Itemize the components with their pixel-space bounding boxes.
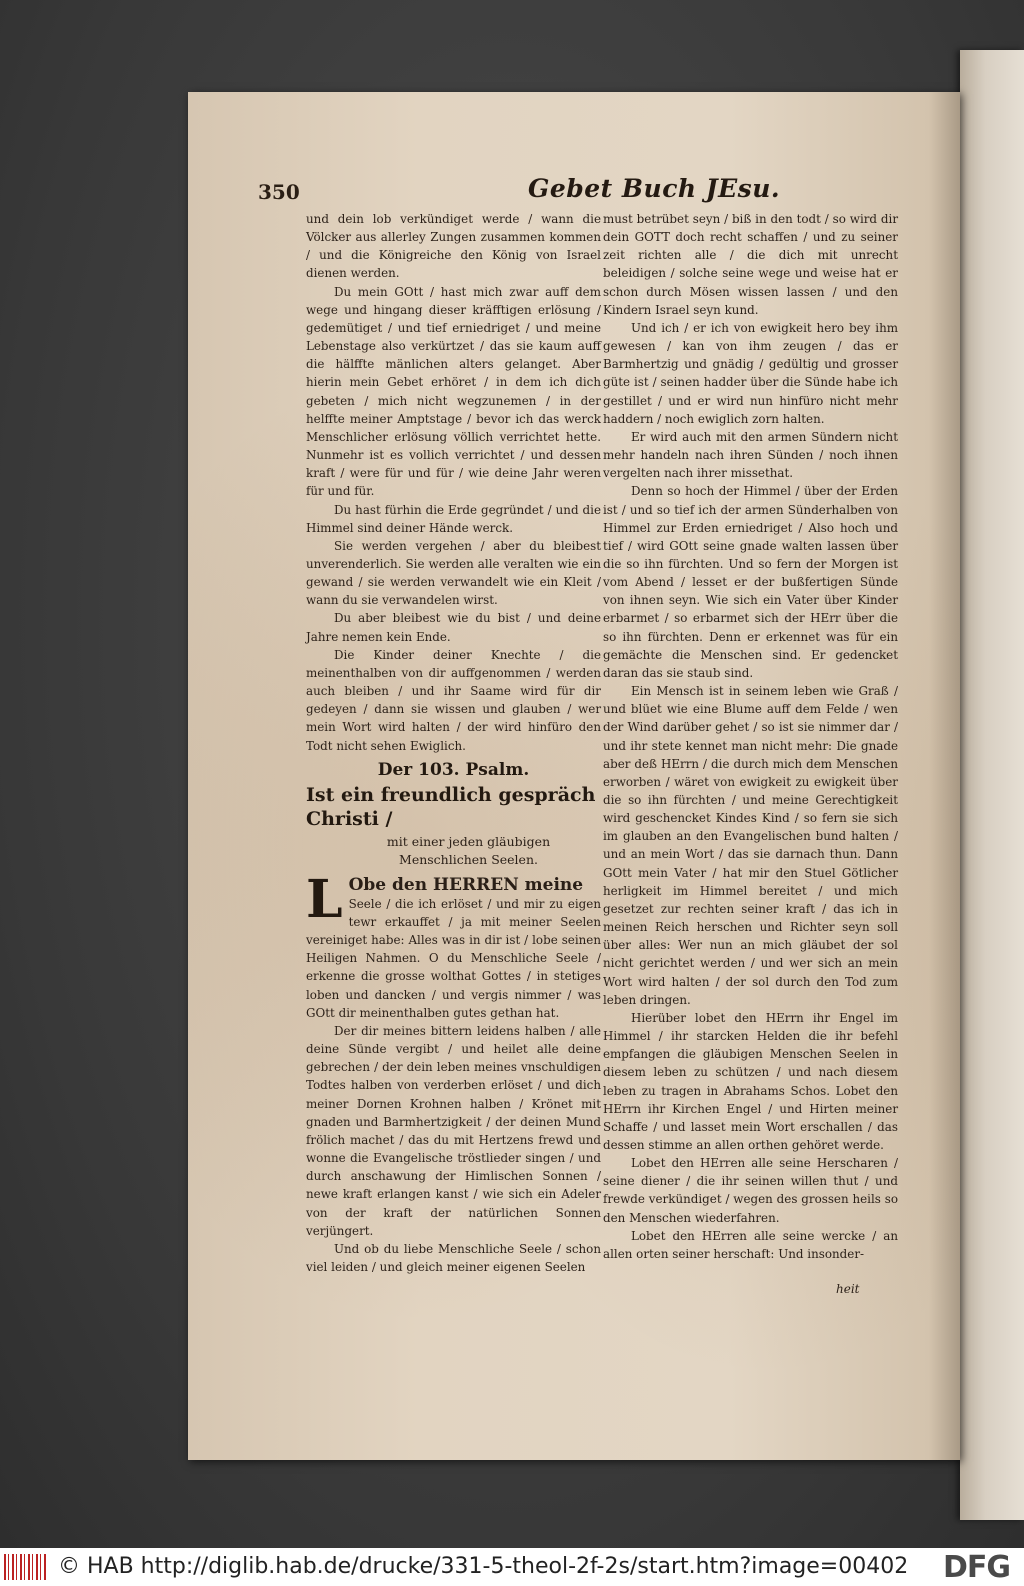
barcode-icon — [4, 1554, 48, 1580]
paragraph: Der dir meines bittern leidens halben / alle deine Sünde vergibt / und heilet alle deine gebrechen / der dein leben meines vnschuldigen Todtes halben von verderben erlöset / und dich meiner Dornen Krohnen halben / Krönet mit gnaden und Barmhertzigkeit / der deinen Mund frölich machet / das du mit Hertzens frewd und wonne die Evangelische tröstlieder singen / und durch anschawung der Himlischen Sonnen / newe kraft erlangen kanst / wie sich ein Adeler von der kraft der natürlichen Sonnen verjüngert. — [306, 1023, 601, 1238]
right-column — [603, 210, 898, 1263]
drop-cap-initial: L — [306, 868, 343, 930]
running-title: Gebet Buch JEsu. — [528, 174, 781, 203]
paragraph: Seele / die ich erlöset / und mir zu eigen tewr erkauffet / ja mit meiner Seelen vereiniget habe: Alles was in dir ist / lobe seinen Heiligen Nahmen. O du Menschliche Seele / erkenne die grosse wolthat Gottes / in stetiges loben und dancken / und vergis nimmer / was GOtt dir meinenthalben gutes gethan hat. — [306, 896, 601, 1020]
paragraph: Sie werden vergehen / aber du bleibest unverenderlich. Sie werden alle veralten wie ein gewand / sie werden verwandelt wie ein Kleit / wann du sie verwandelen wirst. — [306, 538, 601, 608]
psalm-opening — [306, 868, 601, 1022]
paragraph: Ein Mensch ist in seinem leben wie Graß / und blüet wie eine Blume auff dem Felde / wen der Wind darüber gehet / so ist sie nimmer dar / und ihr stete kennet man nicht mehr: Die gnade aber deß HErrn / die durch mich dem Menschen erworben / wäret von ewigkeit zu ewigkeit über die so ihn fürchten / und meine Gerechtigkeit wird geschencket Kindes Kind / so fern sie sich im glauben an den Evangelischen bund halten / und an mein Wort / das sie darnach thun. Dann GOtt mein Vater / hat mir den Stuel Götlicher herligkeit im Himmel bereitet / und mich gesetzet zur rechten seiner kraft / das ich in meinen Reich herschen und Richter seyn soll über alles: Wer nun an mich gläubet der sol nicht gerichtet werden / und wer sich an mein Wort wird halten / der sol durch den Tod zum leben dringen. — [603, 684, 898, 1007]
paragraph: Du hast fürhin die Erde gegründet / und die Himmel sind deiner Hände werck. — [306, 502, 601, 535]
copyright-url[interactable]: © HAB http://diglib.hab.de/drucke/331-5-theol-2f-2s/start.htm?image=00402 — [58, 1554, 909, 1579]
opening-words: Obe den HERREN meine — [348, 874, 584, 895]
catchword: heit — [836, 1282, 860, 1296]
left-column — [306, 210, 601, 1276]
paragraph: Er wird auch mit den armen Sündern nicht mehr handeln nach ihren Sünden / noch ihnen vergelten nach ihrer missethat. — [603, 429, 898, 481]
adjacent-page-edge — [960, 50, 1024, 1520]
paragraph: und dein lob verkündiget werde / wann die Völcker aus allerley Zungen zusammen kommen / und die Königreiche den König von Israel dienen werden. — [306, 212, 601, 281]
paragraph: Lobet den HErren alle seine Herscharen / seine diener / die ihr seinen willen thut / und frewde verkündiget / wegen des grossen heils so den Menschen wiederfahren. — [603, 1156, 898, 1225]
paragraph: Und ob du liebe Menschliche Seele / schon viel leiden / und gleich meiner eigenen Seelen — [306, 1241, 601, 1274]
paragraph: Lobet den HErren alle seine wercke / an allen orten seiner herschaft: Und insonder- — [603, 1228, 898, 1261]
paragraph: Und ich / er ich von ewigkeit hero bey ihm gewesen / kan von ihm zeugen / das er Barmhertzig und gnädig / gedültig und grosser güte ist / seinen hadder über die Sünde habe ich gestillet / und er wird nun hinfüro nicht mehr haddern / noch ewiglich zorn halten. — [603, 320, 898, 426]
psalm-title: Ist ein freundlich gespräch Christi / — [306, 783, 596, 830]
page-number: 350 — [258, 180, 300, 204]
paragraph: Die Kinder deiner Knechte / die meinenthalben von dir auffgenommen / werden auch bleiben / und ihr Saame wird für dir gedeyen / dann sie wissen und glauben / wer mein Wort wird halten / der wird hinfüro den Todt nicht sehen Ewiglich. — [306, 647, 601, 753]
psalm-heading: Der 103. Psalm. — [377, 759, 530, 780]
footer-bar — [0, 1548, 1024, 1586]
book-page — [188, 92, 960, 1460]
paragraph: Hierüber lobet den HErrn ihr Engel im Himmel / ihr starcken Helden die ihr befehl empfangen die gläubigen Menschen Seelen in diesem leben zu schützen / und nach diesem leben zu tragen in Abrahams Schos. Lobet den HErrn ihr Kirchen Engel / und Hirten meiner Schaffe / und lasset mein Wort erschallen / das dessen stimme an allen orthen gehöret werde. — [603, 1010, 898, 1152]
paragraph: Du mein GOtt / hast mich zwar auff dem wege und hingang dieser kräfftigen erlösung / gedemütiget / und tief erniedriget / und meine Lebenstage also verkürtzet / das sie kaum auff die hälffte mänlichen alters gelanget. Aber hierin mein Gebet erhöret / in dem ich dich gebeten / mich nicht wegzunemen / in der helffte meiner Amptstage / bevor ich das werck Menschlicher erlösung völlich verrichtet hette. Nunmehr ist es vollich verrichtet / und dessen kraft / were für und für / wie deine Jahr weren für und für. — [306, 284, 601, 499]
page-header — [258, 174, 898, 210]
dfg-logo: DFG — [942, 1550, 1010, 1585]
paragraph: Du aber bleibest wie du bist / und deine Jahre nemen kein Ende. — [306, 611, 601, 644]
paragraph: must betrübet seyn / biß in den todt / so wird dir dein GOTT doch recht schaffen / und zu seiner zeit richten alle / die dich mit unrecht beleidigen / solche seine wege und weise hat er schon durch Mösen wissen lassen / und den Kindern Israel seyn kund. — [603, 212, 898, 317]
paragraph: Denn so hoch der Himmel / über der Erden ist / und so tief ich der armen Sünderhalben von Himmel zur Erden erniedriget / Also hoch und tief / wird GOtt seine gnade walten lassen über die so ihn fürchten. Und so fern der Morgen ist vom Abend / lesset er der bußfertigen Sünde von ihnen seyn. Wie sich ein Vater über Kinder erbarmet / so erbarmet sich der HErr über die so ihn fürchten. Denn er erkennet was für ein gemächte die Menschen sind. Er gedencket daran das sie staub sind. — [603, 484, 898, 680]
psalm-subtitle: mit einer jeden gläubigen Menschlichen Seelen. — [386, 833, 551, 867]
